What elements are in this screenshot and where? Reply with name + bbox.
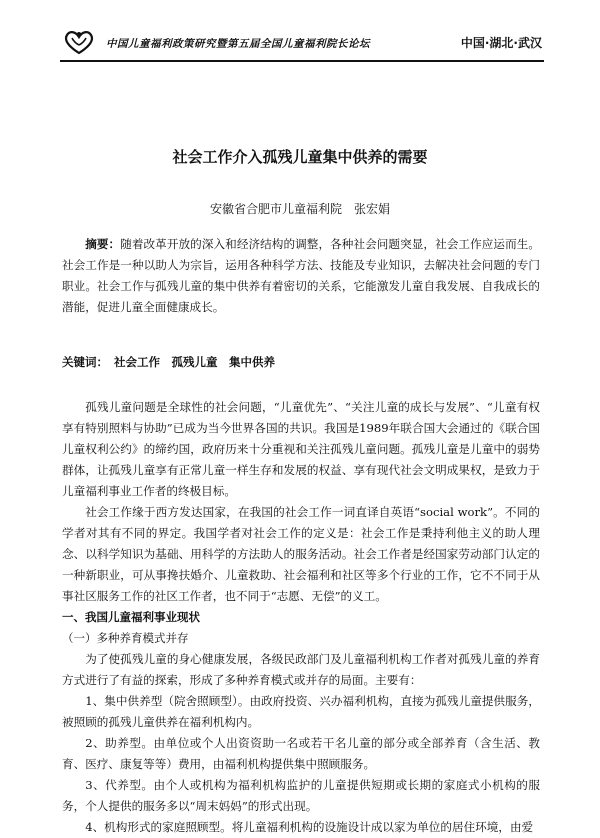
list-item: 1、集中供养型（院舍照顾型）。由政府投资、兴办福利机构，直接为孤残儿童提供服务，被照顾的孤残儿童供养在福利机构内。 [62,694,540,729]
subsection-heading: （一）多种养育模式并存 [62,631,189,645]
body-paragraph: 为了使孤残儿童的身心健康发展，各级民政部门及儿童福利机构工作者对孤残儿童的养育方式进行了有益的探索，形成了多种养育模式或并存的局面。主要有： [62,652,540,687]
abstract-text: 随着改革开放的深入和经济结构的调整，各种社会问题突显，社会工作应运而生。社会工作是一种以助人为宗旨，运用各种科学方法、技能及专业知识，去解决社会问题的专门职业。社会工作与孤残儿童的集中供养有着密切的关系，它能激发儿童自我发展、自我成长的潜能，促进儿童全面健康成长。 [62,237,540,314]
keywords-text: 社会工作 孤残儿童 集中供养 [114,355,275,369]
list-item: 3、代养型。由个人或机构为福利机构监护的儿童提供短期或长期的家庭式小机构的服务，个人提供的服务多以“周末妈妈”的形式出现。 [62,778,540,813]
paper-title: 社会工作介入孤残儿童集中供养的需要 [172,148,428,166]
conference-name: 中国儿童福利政策研究暨第五届全国儿童福利院长论坛 [106,38,370,50]
keywords [62,352,540,373]
running-header [62,30,542,56]
abstract [62,234,540,318]
conference-logo-icon [62,28,96,56]
author-line: 安徽省合肥市儿童福利院 张宏娟 [209,202,390,216]
header-rule [60,60,544,62]
abstract-label: 摘要： [85,237,121,251]
section-heading: 一、我国儿童福利事业现状 [62,610,200,624]
list-item: 4、机构形式的家庭照顾型。将儿童福利机构的设施设计成以家为单位的居住环境，由爱 [85,820,534,834]
keywords-label: 关键词： [62,355,108,369]
body-paragraph: 孤残儿童问题是全球性的社会问题，“儿童优先”、“关注儿童的成长与发展”、“儿童有权享有特别照料与协助”已成为当今世界各国的共识。我国是1989年联合国大会通过的《联合国儿童权利公约》的缔约国，政府历来十分重视和关注孤残儿童问题。孤残儿童是儿童中的弱势群体，让孤残儿童享有正常儿童一样生存和发展的权益、享有现代社会文明成果权，是致力于儿童福利事业工作者的终极目标。 [62,400,540,498]
list-item: 2、助养型。由单位或个人出资资助一名或若干名儿童的部分或全部养育（含生活、教育、医疗、康复等等）费用，由福利机构提供集中照顾服务。 [62,736,540,771]
body-paragraph: 社会工作缘于西方发达国家，在我国的社会工作一词直译自英语“social work”。不同的学者对其有不同的界定。我国学者对社会工作的定义是：社会工作是秉持利他主义的助人理念、以科学知识为基础、用科学的方法助人的服务活动。社会工作者是经国家劳动部门认定的一种新职业，可从事搀扶婚介、儿童救助、社会福利和社区等多个行业的工作，它不不同于从事社区服务工作的社区工作者，也不同于“志愿、无偿”的义工。 [62,505,540,603]
paper-body [62,234,540,838]
conference-location: 中国·湖北·武汉 [460,36,542,50]
